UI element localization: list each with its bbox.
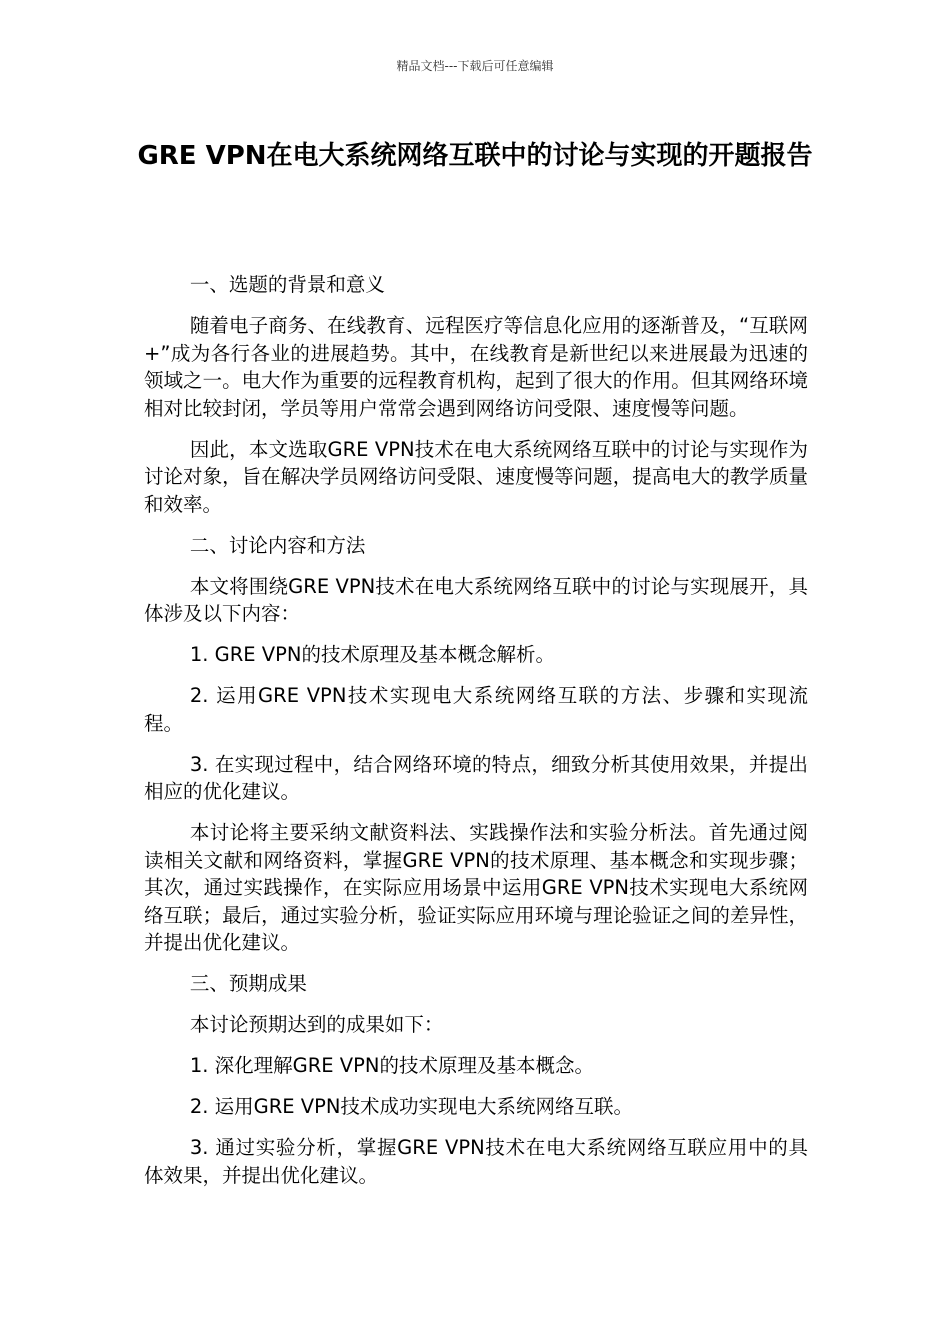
list-item-result-3: 3. 通过实验分析，掌握GRE VPN技术在电大系统网络互联应用中的具体效果，并提出优化建议。 — [144, 1136, 808, 1187]
paragraph-methods: 本讨论将主要采纳文献资料法、实践操作法和实验分析法。首先通过阅读相关文献和网络资料，掌握GRE VPN的技术原理、基本概念和实现步骤；其次，通过实践操作，在实际应用场景中运用GRE VPN技术实现电大系统网络互联；最后，通过实验分析，验证实际应用环境与理论验证之间的差异性，并提出优化建议。 — [144, 821, 808, 954]
section-heading-background: 一、选题的背景和意义 — [189, 273, 385, 296]
paragraph-content-intro: 本文将围绕GRE VPN技术在电大系统网络互联中的讨论与实现展开，具体涉及以下内容： — [144, 574, 808, 625]
paragraph-background: 随着电子商务、在线教育、远程医疗等信息化应用的逐渐普及，“互联网+”成为各行各业的进展趋势。其中，在线教育是新世纪以来进展最为迅速的领域之一。电大作为重要的远程教育机构，起到了很大的作用。但其网络环境相对比较封闭，学员等用户常常会遇到网络访问受限、速度慢等问题。 — [144, 314, 808, 420]
list-item-content-3: 3. 在实现过程中，结合网络环境的特点，细致分析其使用效果，并提出相应的优化建议。 — [144, 752, 808, 803]
list-item-result-2: 2. 运用GRE VPN技术成功实现电大系统网络互联。 — [189, 1095, 633, 1118]
paragraph-results-intro: 本讨论预期达到的成果如下： — [189, 1013, 444, 1036]
list-item-content-2: 2. 运用GRE VPN技术实现电大系统网络互联的方法、步骤和实现流程。 — [144, 684, 808, 735]
list-item-result-1: 1. 深化理解GRE VPN的技术原理及基本概念。 — [189, 1054, 594, 1077]
paragraph-purpose: 因此，本文选取GRE VPN技术在电大系统网络互联中的讨论与实现作为讨论对象，旨在解决学员网络访问受限、速度慢等问题，提高电大的教学质量和效率。 — [144, 437, 808, 516]
list-item-content-1: 1. GRE VPN的技术原理及基本概念解析。 — [189, 643, 555, 666]
header-note: 精品文档---下载后可任意编辑 — [396, 59, 554, 73]
section-heading-expected-results: 三、预期成果 — [189, 972, 307, 995]
section-heading-content-methods: 二、讨论内容和方法 — [189, 533, 366, 557]
document-title: GRE VPN在电大系统网络互联中的讨论与实现的开题报告 — [137, 141, 813, 171]
document-body — [144, 271, 808, 1203]
